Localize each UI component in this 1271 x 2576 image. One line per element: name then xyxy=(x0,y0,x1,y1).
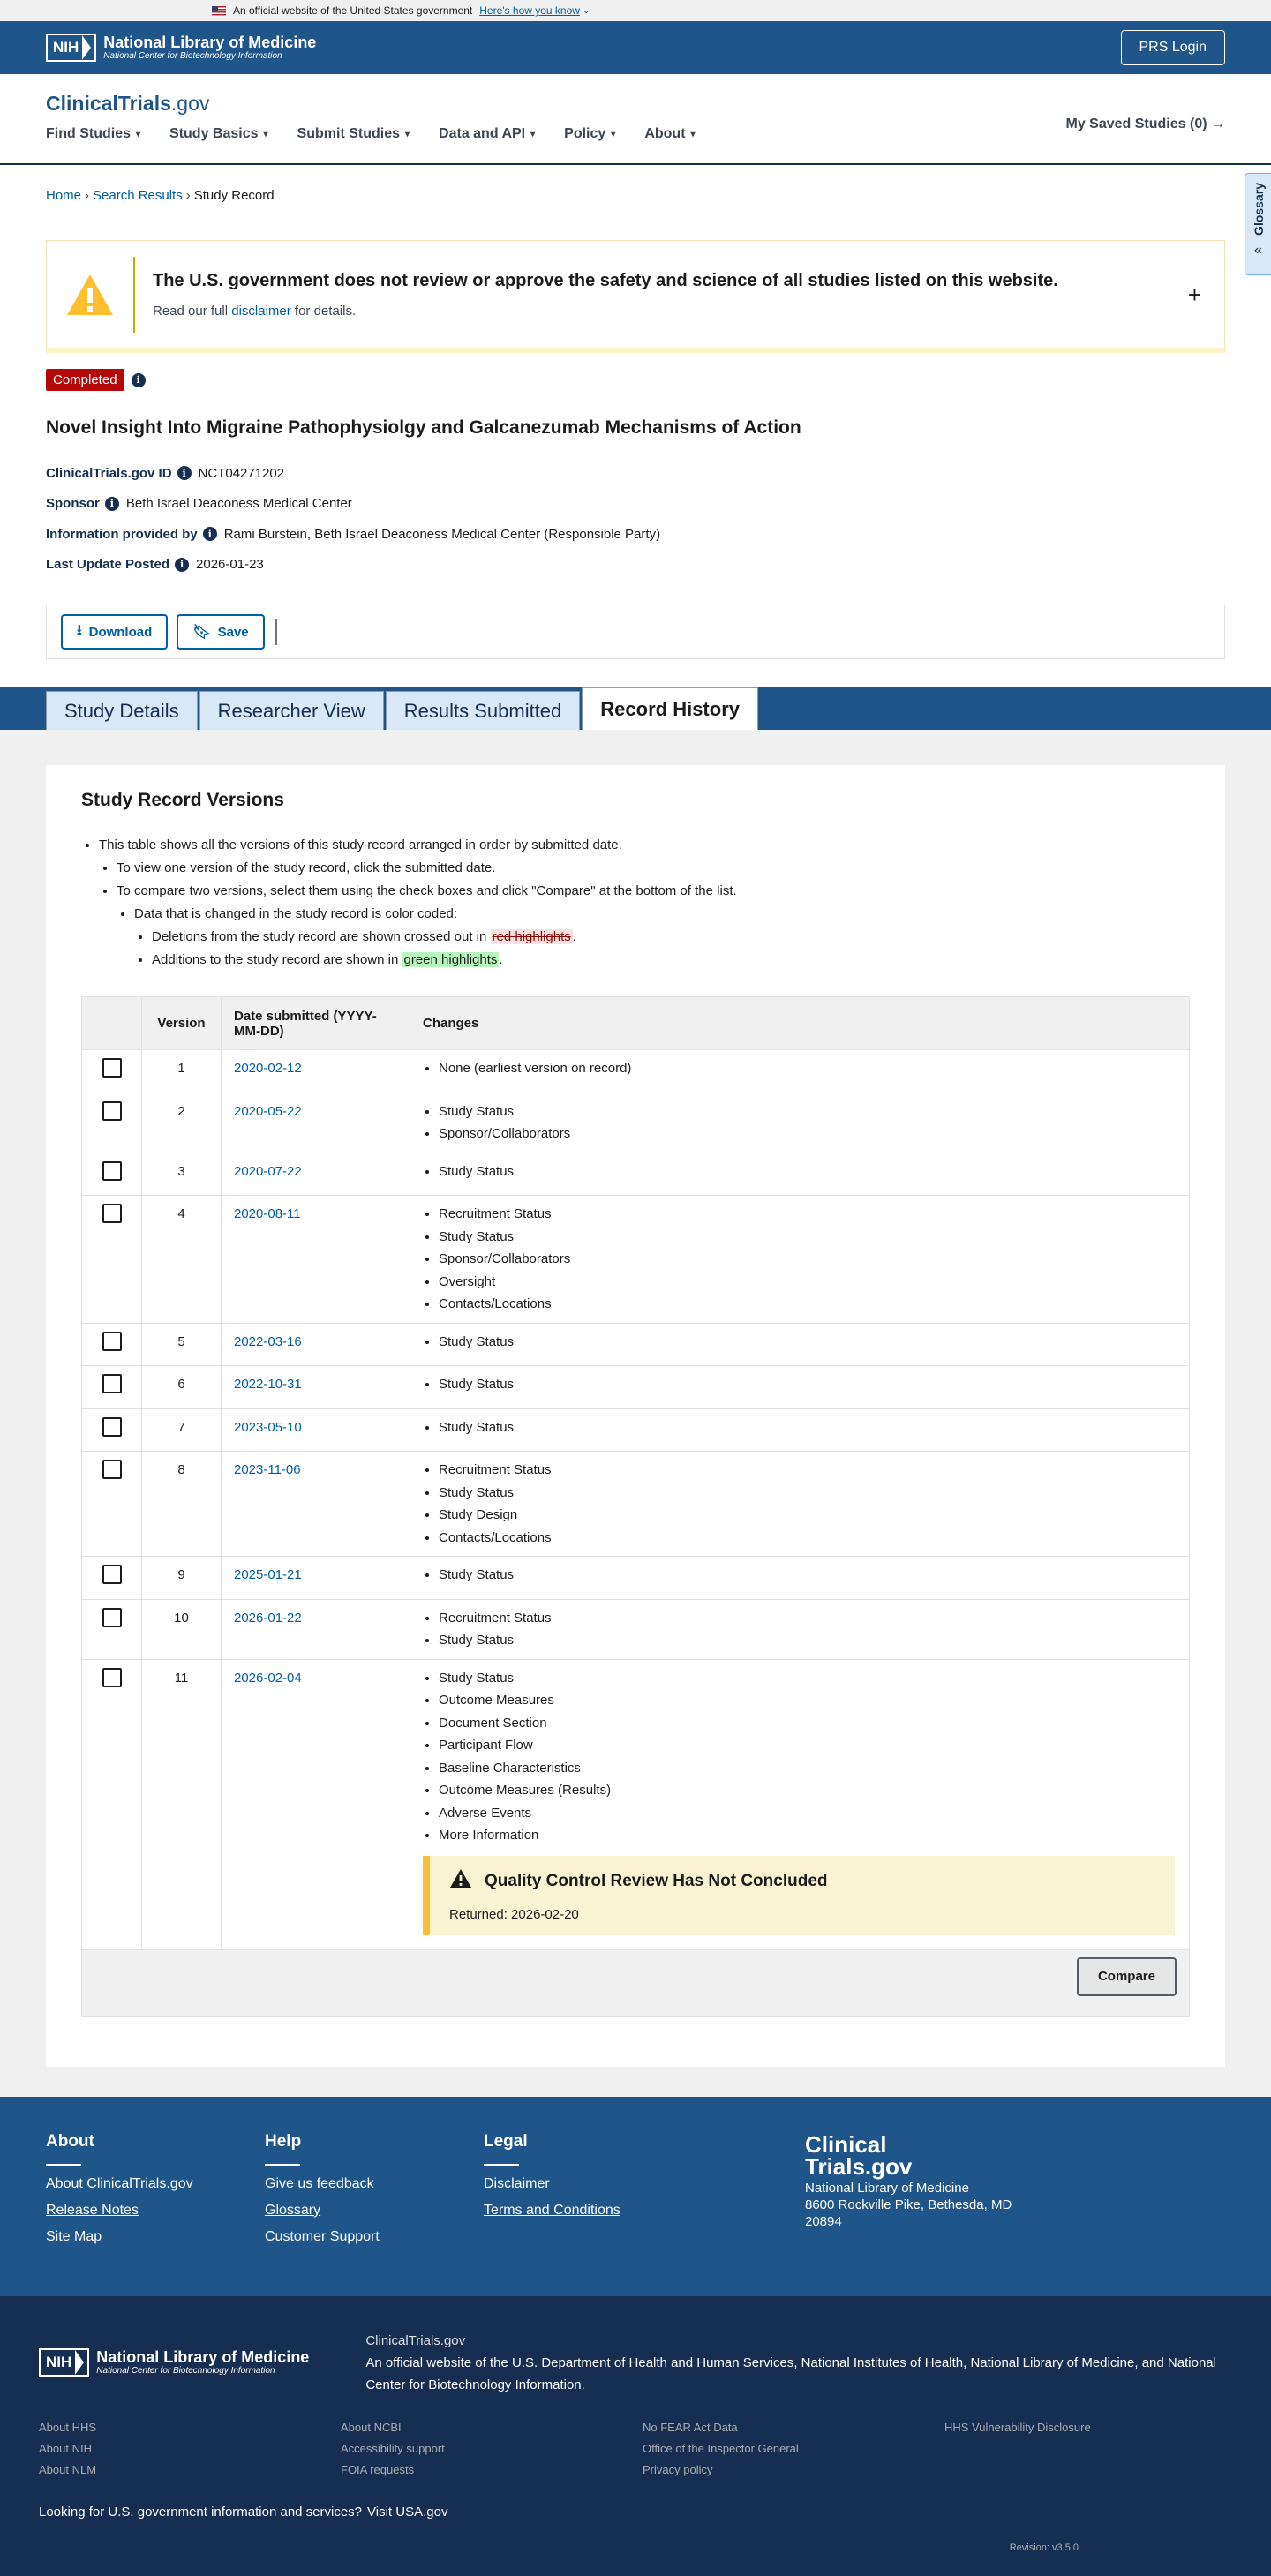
breadcrumb-current: Study Record xyxy=(193,188,275,203)
footer-rule xyxy=(484,2164,519,2166)
table-row xyxy=(82,1093,1190,1153)
changes-list xyxy=(423,1373,1177,1396)
nav-submit-studies[interactable] xyxy=(297,126,410,142)
changes-list xyxy=(423,1564,1177,1587)
nav-study-basics[interactable] xyxy=(169,126,268,142)
table-row xyxy=(82,1323,1190,1366)
intro-list xyxy=(81,834,1190,972)
nlm-link-accessibility[interactable]: Accessibility support xyxy=(341,2441,445,2455)
chevron-down-icon: ▾ xyxy=(136,129,141,139)
status-badge: Completed xyxy=(46,369,124,391)
table-header-row xyxy=(82,997,1190,1050)
submitted-date-link[interactable]: 2020-02-12 xyxy=(234,1061,302,1076)
date-cell xyxy=(222,1153,410,1196)
meta-value: Beth Israel Deaconess Medical Center xyxy=(125,496,352,512)
table-row xyxy=(82,1196,1190,1324)
version-checkbox[interactable] xyxy=(102,1374,122,1393)
nav-find-studies[interactable] xyxy=(46,126,140,142)
change-item: • Study Status xyxy=(439,1226,1177,1249)
table-row xyxy=(82,1659,1190,1949)
intro-item xyxy=(99,834,1190,972)
change-item: • Study Status xyxy=(439,1629,1177,1652)
red-highlight-sample: red highlights xyxy=(492,929,571,944)
change-item: • Participant Flow xyxy=(439,1734,1177,1757)
nav-label: Study Basics xyxy=(169,126,259,141)
date-cell xyxy=(222,1093,410,1153)
change-item: • Study Status xyxy=(439,1482,1177,1505)
meta-row-provided-by xyxy=(46,519,1225,550)
table-row xyxy=(82,1366,1190,1409)
select-cell xyxy=(82,1196,142,1324)
bookmark-icon: 🔖︎ xyxy=(192,625,211,640)
version-checkbox[interactable] xyxy=(102,1668,122,1687)
chevron-down-icon: ▾ xyxy=(611,129,616,139)
expand-plus-icon[interactable]: + xyxy=(1187,282,1201,308)
column-header-select xyxy=(82,997,142,1050)
nlm-footer-top xyxy=(39,2330,1232,2396)
changes-cell xyxy=(410,1452,1190,1557)
site-header xyxy=(0,74,1271,165)
versions-table-body xyxy=(82,1050,1190,1950)
changes-list xyxy=(423,1607,1177,1652)
change-item: • None (earliest version on record) xyxy=(439,1057,1177,1080)
nlm-link-about-nlm[interactable]: About NLM xyxy=(39,2462,97,2476)
version-checkbox[interactable] xyxy=(102,1101,122,1121)
nlm-link-empty xyxy=(944,2442,1246,2455)
status-row xyxy=(0,353,1271,391)
nav-label: Policy xyxy=(564,126,606,141)
intro-text: Additions to the study record are shown in xyxy=(152,952,399,967)
tab-researcher-view[interactable]: Researcher View xyxy=(199,691,384,730)
change-item: • Recruitment Status xyxy=(439,1607,1177,1630)
info-icon[interactable]: i xyxy=(132,373,146,387)
date-cell xyxy=(222,1323,410,1366)
chevron-down-icon: ▾ xyxy=(263,129,268,139)
nav-policy[interactable] xyxy=(564,126,615,142)
site-logo[interactable] xyxy=(46,74,1225,116)
nav-about[interactable] xyxy=(644,126,695,142)
column-header-version: Version xyxy=(142,997,222,1050)
change-item: • Document Section xyxy=(439,1712,1177,1735)
change-item: • Study Status xyxy=(439,1331,1177,1354)
breadcrumb xyxy=(0,165,1271,203)
footer-link-feedback[interactable]: Give us feedback xyxy=(265,2175,374,2191)
address-line: 20894 xyxy=(805,2213,842,2229)
select-cell xyxy=(82,1659,142,1949)
tab-record-history[interactable]: Record History xyxy=(582,687,758,730)
nlm-name: National Library of Medicine xyxy=(103,33,317,51)
changes-cell xyxy=(410,1599,1190,1659)
date-cell xyxy=(222,1408,410,1452)
nih-link[interactable]: National Institutes of Health xyxy=(801,2354,964,2370)
change-item: • Outcome Measures (Results) xyxy=(439,1779,1177,1802)
meta-value: NCT04271202 xyxy=(198,465,285,481)
footer-legal-col xyxy=(484,2132,703,2296)
footer-heading: Help xyxy=(265,2131,302,2151)
select-cell xyxy=(82,1557,142,1600)
change-item: • Recruitment Status xyxy=(439,1203,1177,1226)
chevron-down-icon: ⌄ xyxy=(582,5,590,16)
chevron-right-icon: › xyxy=(185,188,191,203)
changes-cell xyxy=(410,1408,1190,1452)
table-row xyxy=(82,1599,1190,1659)
version-checkbox[interactable] xyxy=(102,1417,122,1437)
meta-row-id xyxy=(46,458,1225,489)
alert-title: The U.S. government does not review or approve the safety and science of all studies listed on this website. xyxy=(153,270,1058,290)
version-number: 5 xyxy=(142,1323,222,1366)
chevron-down-icon: ▾ xyxy=(405,129,410,139)
changes-list xyxy=(423,1459,1177,1549)
nlm-link-foia[interactable]: FOIA requests xyxy=(341,2462,415,2476)
intro-text: Data that is changed in the study record is color coded: xyxy=(134,906,458,921)
intro-item xyxy=(134,903,1190,972)
footer-about-col xyxy=(46,2132,265,2296)
intro-text: To compare two versions, select them using the check boxes and click "Compare" at the bottom of the list. xyxy=(117,883,737,898)
qc-body: Returned: 2026-02-20 xyxy=(449,1907,579,1922)
version-number: 9 xyxy=(142,1557,222,1600)
action-divider xyxy=(275,619,277,645)
version-checkbox[interactable] xyxy=(102,1332,122,1351)
submitted-date-link[interactable]: 2026-01-22 xyxy=(234,1610,302,1626)
changes-list xyxy=(423,1416,1177,1439)
footer-link-glossary[interactable]: Glossary xyxy=(265,2202,321,2218)
date-cell xyxy=(222,1659,410,1949)
nlm-link-vulnerability[interactable]: HHS Vulnerability Disclosure xyxy=(944,2420,1091,2434)
version-number: 11 xyxy=(142,1659,222,1949)
ncbi-link[interactable]: National Center for Biotechnology Information xyxy=(365,2354,1216,2392)
compare-button[interactable]: Compare xyxy=(1077,1957,1177,1996)
action-bar xyxy=(46,605,1225,659)
version-checkbox[interactable] xyxy=(102,1058,122,1078)
changes-list xyxy=(423,1667,1177,1847)
table-row xyxy=(82,1153,1190,1196)
footer-link-about[interactable]: About ClinicalTrials.gov xyxy=(46,2175,193,2191)
submitted-date-link[interactable]: 2020-07-22 xyxy=(234,1163,302,1179)
version-checkbox[interactable] xyxy=(102,1161,122,1181)
version-checkbox[interactable] xyxy=(102,1608,122,1627)
official-pre: An official website of the xyxy=(365,2354,508,2370)
footer-rule xyxy=(265,2164,300,2166)
alert-body-post: for details. xyxy=(294,303,357,319)
change-item: • Study Status xyxy=(439,1160,1177,1183)
select-cell xyxy=(82,1599,142,1659)
nlm-link-no-fear[interactable]: No FEAR Act Data xyxy=(643,2420,738,2434)
change-item: • Recruitment Status xyxy=(439,1459,1177,1482)
changes-cell xyxy=(410,1093,1190,1153)
version-checkbox[interactable] xyxy=(102,1460,122,1479)
meta-label: ClinicalTrials.gov ID xyxy=(46,465,172,481)
chevron-right-icon: › xyxy=(85,188,90,203)
changes-list xyxy=(423,1203,1177,1316)
select-cell xyxy=(82,1093,142,1153)
prs-login-button[interactable]: PRS Login xyxy=(1121,30,1226,65)
footer-address xyxy=(805,2180,1012,2230)
meta-row-last-update xyxy=(46,550,1225,581)
submitted-date-link[interactable]: 2020-05-22 xyxy=(234,1103,302,1119)
nih-badge: NIH xyxy=(39,2348,89,2377)
nih-badge: NIH xyxy=(46,34,96,62)
info-icon[interactable]: i xyxy=(203,527,217,541)
ncbi-name: National Center for Biotechnology Information xyxy=(103,50,282,61)
compare-row xyxy=(82,1949,1190,2016)
intro-item xyxy=(117,857,1190,880)
submitted-date-link[interactable]: 2025-01-21 xyxy=(234,1567,302,1582)
meta-label: Information provided by xyxy=(46,526,198,542)
submitted-date-link[interactable]: 2022-10-31 xyxy=(234,1377,302,1392)
submitted-date-link[interactable]: 2020-08-11 xyxy=(234,1206,301,1221)
change-item: • Study Status xyxy=(439,1564,1177,1587)
save-label: Save xyxy=(217,624,249,640)
table-row xyxy=(82,1050,1190,1093)
footer-logo[interactable] xyxy=(805,2130,1012,2180)
tab-study-details[interactable]: Study Details xyxy=(46,691,198,730)
address-line: 8600 Rockville Pike, Bethesda, MD xyxy=(805,2197,1012,2212)
download-icon: ⭳ xyxy=(77,622,82,638)
nlm-link-about-nih[interactable]: About NIH xyxy=(39,2441,92,2455)
footer-rule xyxy=(46,2164,81,2166)
date-cell xyxy=(222,1050,410,1093)
visit-usa-gov-link[interactable]: Visit USA.gov xyxy=(367,2504,448,2520)
change-item: • Study Design xyxy=(439,1504,1177,1527)
date-cell xyxy=(222,1196,410,1324)
nih-header xyxy=(0,21,1271,74)
footer-help-col xyxy=(265,2132,484,2296)
change-item: • Study Status xyxy=(439,1667,1177,1690)
nav-label: Find Studies xyxy=(46,126,131,141)
info-icon[interactable]: i xyxy=(177,466,192,480)
version-number: 2 xyxy=(142,1093,222,1153)
heres-how-you-know-link[interactable]: Here's how you know xyxy=(479,4,580,17)
save-button[interactable] xyxy=(177,614,264,650)
version-checkbox[interactable] xyxy=(102,1204,122,1223)
tab-results-submitted[interactable]: Results Submitted xyxy=(386,691,581,730)
alert-body-pre: Read our full xyxy=(153,303,229,319)
qc-review-alert xyxy=(423,1856,1175,1935)
double-chevron-left-icon: « xyxy=(1254,242,1262,258)
changes-cell xyxy=(410,1323,1190,1366)
change-item: • Baseline Characteristics xyxy=(439,1757,1177,1780)
date-cell xyxy=(222,1366,410,1409)
official-and: and xyxy=(1141,2354,1164,2370)
breadcrumb-home[interactable]: Home xyxy=(46,188,82,203)
changes-list xyxy=(423,1160,1177,1183)
table-row xyxy=(82,1557,1190,1600)
version-number: 8 xyxy=(142,1452,222,1557)
meta-label: Sponsor xyxy=(46,496,100,512)
nlm-link[interactable]: National Library of Medicine xyxy=(970,2354,1135,2370)
nav-data-and-api[interactable] xyxy=(439,126,535,142)
version-number: 6 xyxy=(142,1366,222,1409)
warning-icon xyxy=(449,1868,472,1896)
chevron-down-icon: ▾ xyxy=(530,129,536,139)
footer-logo-line1: Clinical xyxy=(805,2130,887,2158)
table-row xyxy=(82,1452,1190,1557)
changes-cell xyxy=(410,1659,1190,1949)
meta-value: Rami Burstein, Beth Israel Deaconess Medical Center (Responsible Party) xyxy=(223,526,661,542)
select-cell xyxy=(82,1050,142,1093)
date-cell xyxy=(222,1599,410,1659)
site-logo-main: ClinicalTrials xyxy=(46,92,171,115)
study-title: Novel Insight Into Migraine Pathophysiolgy and Galcanezumab Mechanisms of Action xyxy=(46,417,801,438)
select-cell xyxy=(82,1452,142,1557)
disclaimer-alert xyxy=(46,240,1225,353)
change-item: • Oversight xyxy=(439,1271,1177,1294)
usa-gov-line xyxy=(39,2505,1232,2520)
chevron-down-icon: ▾ xyxy=(690,129,696,139)
glossary-label: Glossary xyxy=(1251,183,1266,236)
alert-body xyxy=(153,304,1058,319)
change-item: • Contacts/Locations xyxy=(439,1527,1177,1550)
version-checkbox[interactable] xyxy=(102,1565,122,1584)
meta-value: 2026-01-23 xyxy=(196,557,264,573)
footer-link-site-map[interactable]: Site Map xyxy=(46,2228,102,2244)
meta-row-sponsor xyxy=(46,489,1225,520)
select-cell xyxy=(82,1323,142,1366)
ncbi-name: National Center for Biotechnology Information xyxy=(96,2365,275,2376)
card-title: Study Record Versions xyxy=(81,790,284,810)
nlm-site-name: ClinicalTrials.gov xyxy=(365,2332,466,2348)
nlm-links xyxy=(39,2421,1232,2476)
disclaimer-link[interactable]: disclaimer xyxy=(231,303,291,319)
gov-banner xyxy=(0,0,1271,21)
version-number: 4 xyxy=(142,1196,222,1324)
nlm-link-inspector-general[interactable]: Office of the Inspector General xyxy=(643,2441,799,2455)
main-nav xyxy=(46,126,1225,142)
changes-list xyxy=(423,1057,1177,1080)
intro-text: To view one version of the study record, click the submitted date. xyxy=(117,860,496,875)
us-flag-icon xyxy=(212,6,226,16)
intro-item xyxy=(117,880,1190,972)
version-number: 1 xyxy=(142,1050,222,1093)
warning-icon xyxy=(47,273,133,317)
nav-label: Data and API xyxy=(439,126,526,141)
info-icon[interactable]: i xyxy=(105,497,119,511)
change-item: • Study Status xyxy=(439,1100,1177,1123)
footer-link-release-notes[interactable]: Release Notes xyxy=(46,2202,139,2218)
meta-label: Last Update Posted xyxy=(46,557,170,573)
changes-cell xyxy=(410,1050,1190,1093)
site-logo-gov: .gov xyxy=(170,92,210,115)
change-item: • Contacts/Locations xyxy=(439,1293,1177,1316)
version-number: 3 xyxy=(142,1153,222,1196)
hhs-link[interactable]: U.S. Department of Health and Human Services xyxy=(511,2354,794,2370)
study-meta xyxy=(0,439,1271,580)
nlm-footer xyxy=(0,2296,1271,2576)
gov-banner-text: An official website of the United States government xyxy=(233,4,473,17)
tabs-bar xyxy=(0,687,1271,730)
change-item: • Adverse Events xyxy=(439,1802,1177,1825)
submitted-date-link[interactable]: 2026-02-04 xyxy=(234,1670,302,1686)
changes-list xyxy=(423,1331,1177,1354)
usa-pre: Looking for U.S. government information and services? xyxy=(39,2504,363,2520)
footer-brand xyxy=(805,2132,1012,2296)
nav-label: Submit Studies xyxy=(297,126,400,141)
column-header-date: Date submitted (YYYY-MM-DD) xyxy=(222,997,410,1050)
my-saved-studies-link[interactable] xyxy=(1066,116,1226,132)
submitted-date-link[interactable]: 2023-05-10 xyxy=(234,1419,302,1435)
info-icon[interactable]: i xyxy=(175,558,189,572)
select-cell xyxy=(82,1408,142,1452)
nlm-link-about-hhs[interactable]: About HHS xyxy=(39,2420,97,2434)
select-cell xyxy=(82,1153,142,1196)
alert-divider xyxy=(133,257,135,333)
column-header-changes: Changes xyxy=(410,997,1190,1050)
footer-link-support[interactable]: Customer Support xyxy=(265,2228,380,2244)
change-item: • Sponsor/Collaborators xyxy=(439,1123,1177,1145)
nav-label: About xyxy=(644,126,686,141)
qc-title: Quality Control Review Has Not Concluded xyxy=(485,1872,828,1890)
table-row xyxy=(82,1408,1190,1452)
nih-logo[interactable] xyxy=(46,34,316,62)
compare-cell xyxy=(82,1949,1190,2016)
site-footer xyxy=(0,2097,1271,2296)
nlm-name: National Library of Medicine xyxy=(96,2347,310,2366)
nih-footer-logo[interactable] xyxy=(39,2330,309,2396)
versions-table xyxy=(81,996,1190,2017)
change-item: • Study Status xyxy=(439,1373,1177,1396)
intro-item: • Deletions from the study record are shown crossed out in red highlights . xyxy=(152,926,1190,949)
glossary-tab[interactable] xyxy=(1245,173,1271,275)
footer-logo-line2: Trials.gov xyxy=(805,2152,913,2180)
date-cell xyxy=(222,1452,410,1557)
changes-cell xyxy=(410,1366,1190,1409)
version-number: 7 xyxy=(142,1408,222,1452)
nlm-official-line: An official website of the U.S. Department of Health and Human Services, National Institutes of Health, National Library of Medicine, and National Center for Biotechnology Information. xyxy=(365,2354,1216,2392)
changes-cell xyxy=(410,1557,1190,1600)
footer-link-disclaimer[interactable]: Disclaimer xyxy=(484,2175,550,2191)
changes-list xyxy=(423,1100,1177,1145)
footer-link-terms[interactable]: Terms and Conditions xyxy=(484,2202,620,2218)
submitted-date-link[interactable]: 2023-11-06 xyxy=(234,1462,301,1477)
intro-text: Deletions from the study record are shown crossed out in xyxy=(152,929,487,944)
nlm-info xyxy=(365,2330,1222,2396)
version-number: 10 xyxy=(142,1599,222,1659)
change-item: • Study Status xyxy=(439,1416,1177,1439)
saved-label: My Saved Studies (0) xyxy=(1065,116,1207,131)
record-history-card xyxy=(46,765,1225,2067)
nlm-link-privacy[interactable]: Privacy policy xyxy=(643,2462,713,2476)
breadcrumb-search-results[interactable]: Search Results xyxy=(93,188,183,203)
download-label: Download xyxy=(88,624,153,640)
change-item: • More Information xyxy=(439,1824,1177,1847)
green-highlight-sample: green highlights xyxy=(403,952,498,967)
date-cell xyxy=(222,1557,410,1600)
changes-cell xyxy=(410,1153,1190,1196)
main-area xyxy=(0,730,1271,2097)
download-button[interactable] xyxy=(61,614,168,650)
arrow-right-icon: → xyxy=(1211,116,1225,131)
revision: Revision: v3.5.0 xyxy=(1009,2542,1079,2553)
select-cell xyxy=(82,1366,142,1409)
changes-cell xyxy=(410,1196,1190,1324)
intro-item: • Additions to the study record are shown in green highlights . xyxy=(152,949,1190,972)
address-line: National Library of Medicine xyxy=(805,2180,969,2196)
submitted-date-link[interactable]: 2022-03-16 xyxy=(234,1333,302,1349)
qc-title-row xyxy=(449,1868,1155,1896)
change-item: • Sponsor/Collaborators xyxy=(439,1248,1177,1271)
nlm-link-about-ncbi[interactable]: About NCBI xyxy=(341,2420,402,2434)
footer-heading: Legal xyxy=(484,2131,528,2151)
footer-heading: About xyxy=(46,2131,94,2151)
intro-text: This table shows all the versions of this study record arranged in order by submitted date. xyxy=(99,837,622,852)
change-item: • Outcome Measures xyxy=(439,1689,1177,1712)
